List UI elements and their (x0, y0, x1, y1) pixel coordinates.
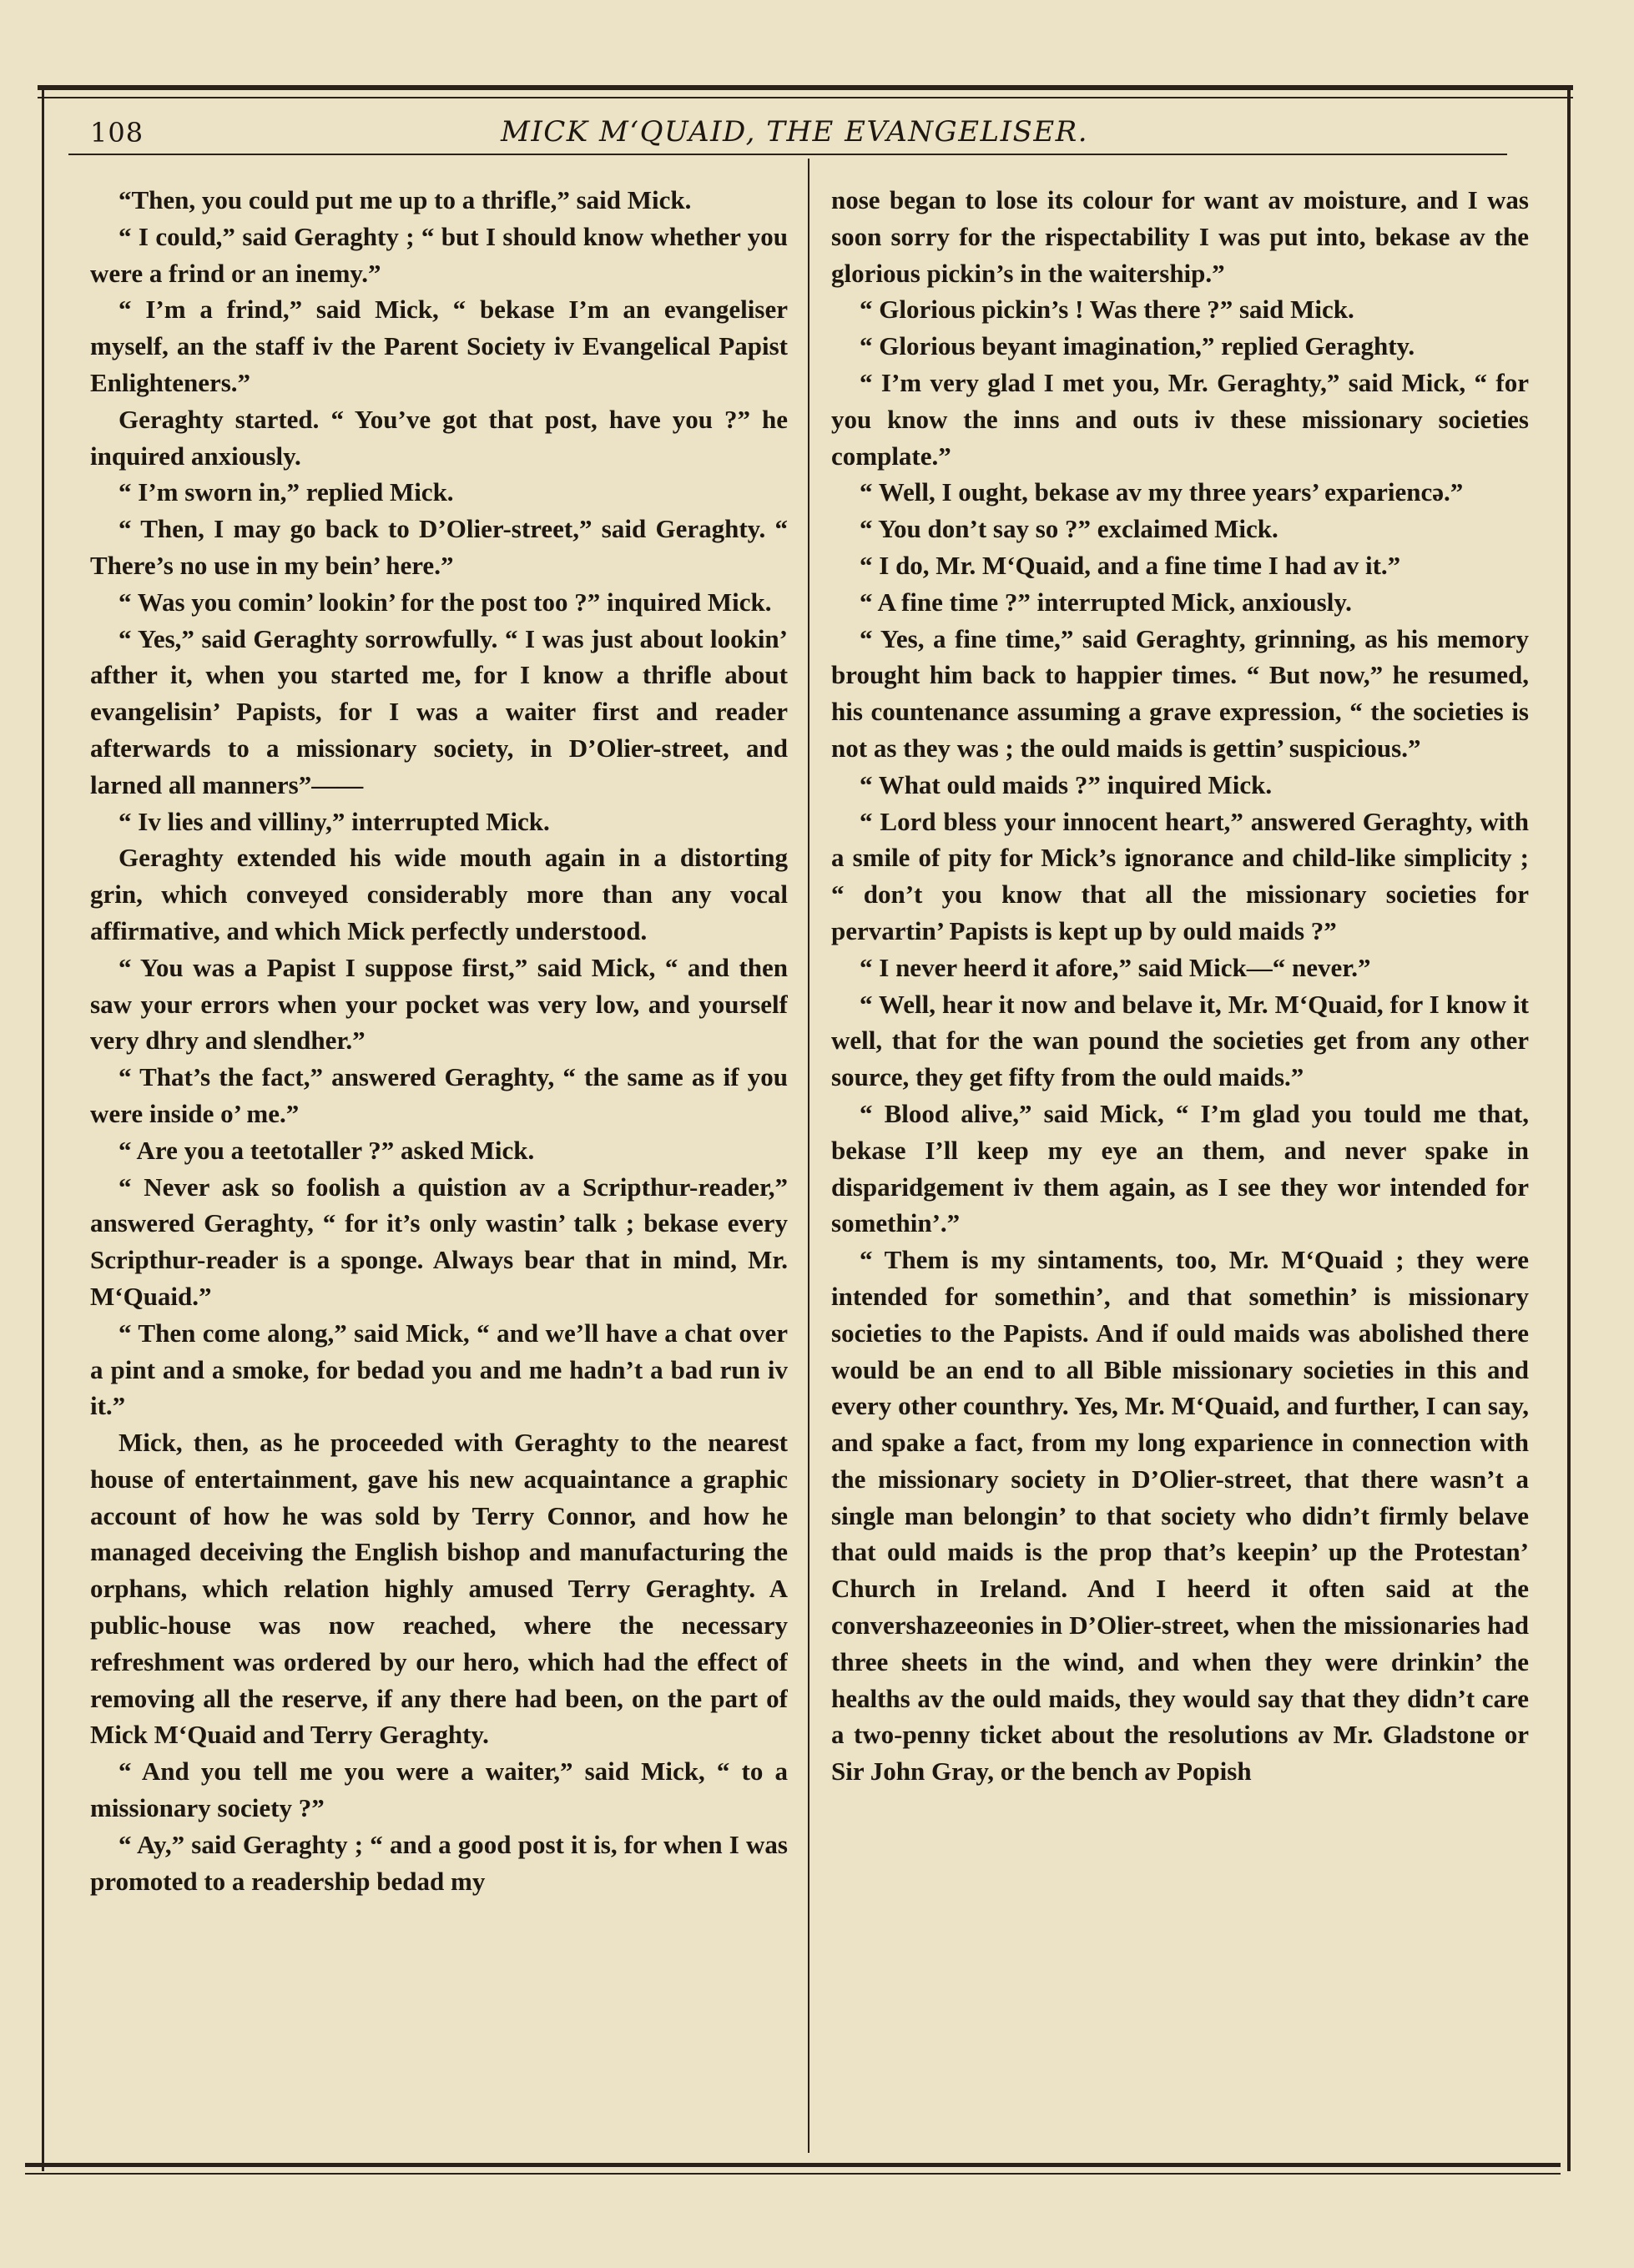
paragraph: “ Iv lies and villiny,” interrupted Mick. (119, 806, 550, 836)
paragraph: “ Then, I may go back to D’Olier-street,” said Geraghty. “ There’s no use in my bein’ here.” (90, 514, 788, 580)
paragraph-continued: nose began to lose its colour for want av moisture, and I was soon sorry for the rispectability I was put into, bekase av the glorious pickin’s in the waitership.” (831, 185, 1529, 288)
left-column (90, 182, 788, 2158)
paragraph: “ Then come along,” said Mick, “ and we’ll have a chat over a pint and a smoke, for bedad you and me hadn’t a bad run iv it.” (90, 1318, 788, 1421)
paragraph: “ Ay,” said Geraghty ; “ and a good post it is, for when I was promoted to a readership bedad my (90, 1829, 788, 1896)
paragraph: “ A fine time ?” interrupted Mick, anxiously. (860, 587, 1352, 617)
paragraph: “ Lord bless your innocent heart,” answered Geraghty, with a smile of pity for Mick’s ignorance and child-like simplicity ; “ don’t you know that all the missionary societies for pervartin’ Papists is kept up by ould maids ?” (831, 806, 1529, 945)
paragraph: “ Blood alive,” said Mick, “ I’m glad you tould me that, bekase I’ll keep my eye an them, and never spake in disparidgement iv them again, as I see they wor intended for somethin’.” (831, 1098, 1529, 1238)
right-border-rule (1567, 85, 1571, 2171)
paragraph: Geraghty extended his wide mouth again in a distorting grin, which conveyed considerably more than any vocal affirmative, and which Mick perfectly understood. (90, 843, 788, 945)
paragraph: “ I’m sworn in,” replied Mick. (119, 477, 454, 507)
column-divider (808, 159, 809, 2153)
paragraph: “Then, you could put me up to a thrifle,” said Mick. (119, 185, 692, 214)
top-border-rule-thin (38, 97, 1573, 98)
left-border-rule (42, 85, 44, 2171)
paragraph: “ Never ask so foolish a quistion av a Scripthur-reader,” answered Geraghty, “ for it’s only wastin’ talk ; bekase every Scripthur-reader is a sponge. Always bear that in mind, Mr. M‘Quaid.” (90, 1172, 788, 1311)
paragraph: “ Was you comin’ lookin’ for the post too ?” inquired Mick. (119, 587, 772, 617)
paragraph: Geraghty started. “ You’ve got that post, have you ?” he inquired anxiously. (90, 404, 788, 471)
right-column (831, 182, 1529, 2158)
paragraph: “ Them is my sintaments, too, Mr. M‘Quaid ; they were intended for somethin’, and that somethin’ is missionary societies to the Papists. And if ould maids was abolished there would be an end to all Bible missionary societies in this and every other counthry. Yes, Mr. M‘Quaid, and further, I can say, and spake a fact, from my long exparience in connection with the missionary society in D’Olier-street, that there wasn’t a single man belongin’ to that society who didn’t firmly belave that ould maids is the prop that’s keepin’ up the Protestan’ Church in Ireland. And I heerd it often said at the convershazeeonies in D’Olier-street, when the missionaries had three sheets in the wind, and when they were drinkin’ the healths av the ould maids, they would say that they didn’t care a two-penny ticket about the resolutions av Mr. Gladstone or Sir John Gray, or the bench av Popish (831, 1245, 1529, 1787)
running-title: MICK M‘QUAID, THE EVANGELISER. (501, 115, 1089, 149)
paragraph: “ What ould maids ?” inquired Mick. (860, 769, 1273, 799)
paragraph: “ Yes, a fine time,” said Geraghty, grinning, as his memory brought him back to happier times. “ But now,” he resumed, his countenance assuming a grave expression, “ the societies is not as they was ; the ould maids is gettin’ suspicious.” (831, 623, 1529, 763)
bottom-border-rule (25, 2163, 1561, 2167)
page-number: 108 (90, 117, 144, 149)
paragraph: “ And you tell me you were a waiter,” said Mick, “ to a missionary society ?” (90, 1756, 788, 1823)
paragraph: “ Well, I ought, bekase av my three years’ expariencə.” (860, 477, 1464, 507)
paragraph: “ Glorious beyant imagination,” replied Geraghty. (860, 331, 1415, 361)
paragraph: “ I do, Mr. M‘Quaid, and a fine time I had av it.” (860, 550, 1401, 580)
paragraph: Mick, then, as he proceeded with Geraghty to the nearest house of entertainment, gave his new acquaintance a graphic account of how he was sold by Terry Connor, and how he managed deceiving the English bishop and manufacturing the orphans, which relation highly amused Terry Geraghty. A public-house was now reached, where the necessary refreshment was ordered by our hero, which had the effect of removing all the reserve, if any there had been, on the part of Mick M‘Quaid and Terry Geraghty. (90, 1428, 788, 1750)
paragraph: “ I’m very glad I met you, Mr. Geraghty,” said Mick, “ for you know the inns and outs iv these missionary societies complate.” (831, 367, 1529, 471)
paragraph: “ Well, hear it now and belave it, Mr. M‘Quaid, for I know it well, that for the wan pound the societies get from any other source, they get fifty from the ould maids.” (831, 989, 1529, 1092)
paragraph: “ You don’t say so ?” exclaimed Mick. (860, 514, 1278, 544)
top-border-rule (38, 85, 1573, 90)
paragraph: “ I’m a frind,” said Mick, “ bekase I’m an evangeliser myself, an the staff iv the Parent Society iv Evangelical Papist Enlighteners.” (90, 295, 788, 397)
paragraph: “ Are you a teetotaller ?” asked Mick. (119, 1135, 535, 1165)
header-divider (68, 154, 1507, 155)
paragraph: “ Glorious pickin’s ! Was there ?” said Mick. (860, 295, 1354, 325)
bottom-border-rule-thin (25, 2173, 1561, 2175)
paragraph: “ That’s the fact,” answered Geraghty, “ the same as if you were inside o’ me.” (90, 1062, 788, 1128)
paragraph: “ I never heerd it afore,” said Mick—“ never.” (860, 952, 1371, 982)
paragraph: “ You was a Papist I suppose first,” said Mick, “ and then saw your errors when your pocket was very low, and yourself very dhry and slendher.” (90, 952, 788, 1056)
paragraph: “ I could,” said Geraghty ; “ but I should know whether you were a frind or an inemy.” (90, 221, 788, 288)
paragraph: “ Yes,” said Geraghty sorrowfully. “ I was just about lookin’ afther it, when you started me, for I know a thrifle about evangelisin’ Papists, for I was a waiter first and reader afterwards to a missionary society, in D’Olier-street, and larned all manners”—— (90, 623, 788, 799)
